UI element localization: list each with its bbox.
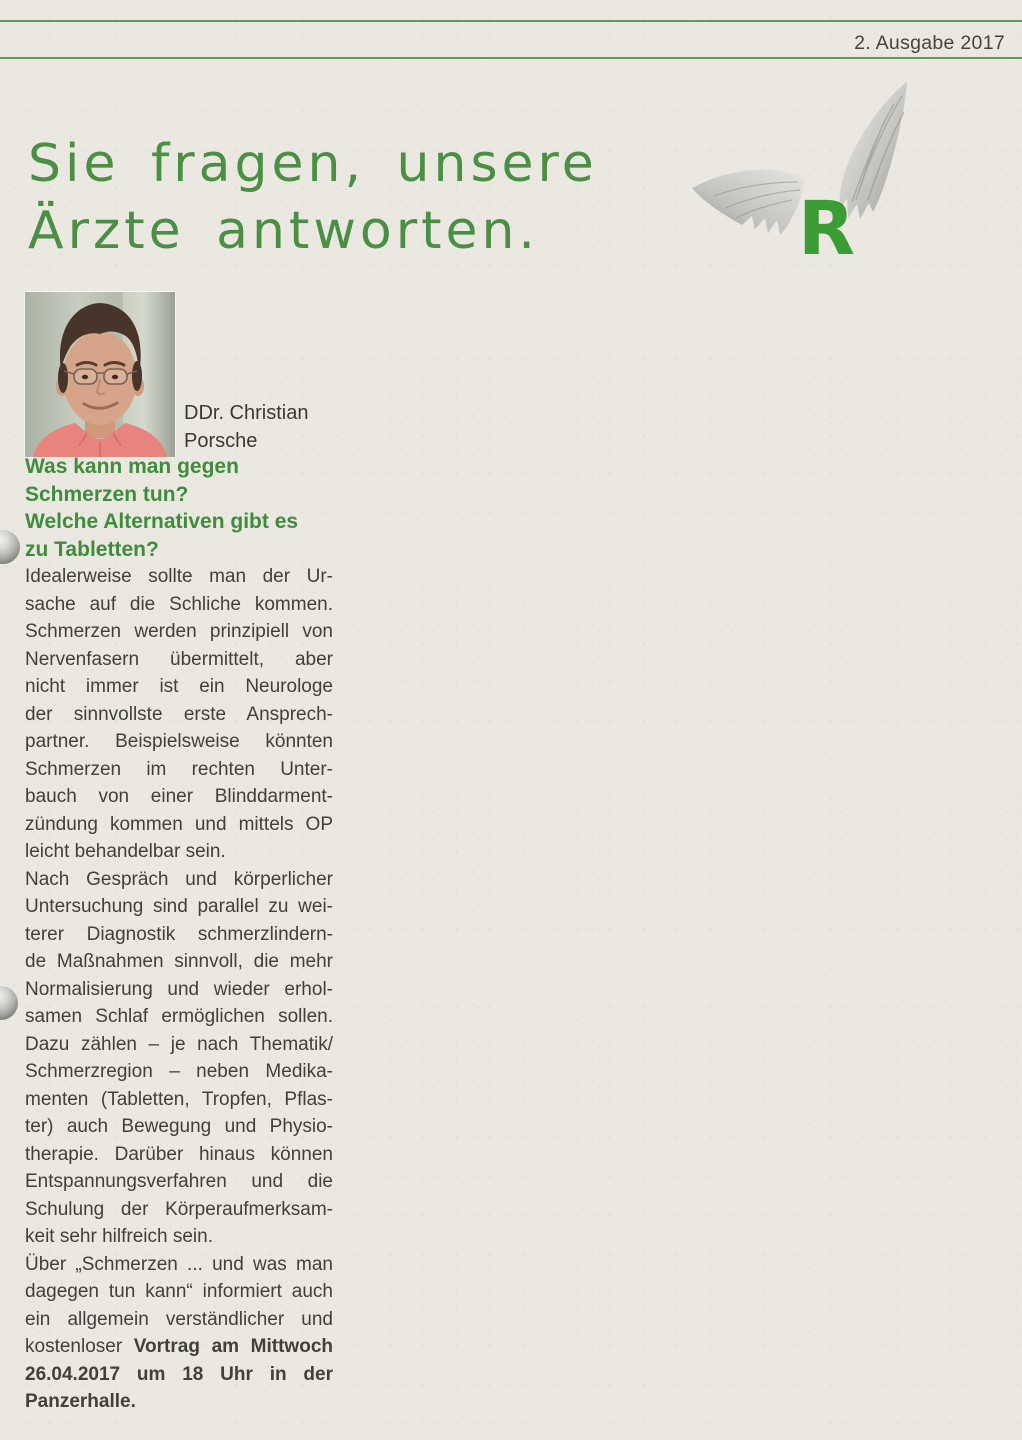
text-line (25, 673, 333, 701)
page-title (28, 131, 598, 265)
text-segment: Idealerweise sollte man der Ur- (25, 566, 333, 587)
text-line (25, 1003, 333, 1031)
text-line (25, 536, 355, 564)
text-segment: menten (Tabletten, Tropfen, Pflas- (25, 1088, 333, 1110)
text-segment: leicht behandelbar sein. (25, 841, 226, 862)
text-segment: Welche Alternativen gibt es (25, 510, 299, 533)
text-segment: Über „Schmerzen ... und was man (25, 1253, 333, 1275)
text-line (25, 508, 355, 536)
text-segment: Entspannungsverfahren und die (25, 1171, 333, 1192)
text-line (25, 1388, 333, 1416)
text-line (25, 728, 333, 756)
text-segment: kostenloser (25, 1336, 134, 1357)
text-line (25, 646, 333, 674)
text-line (25, 1168, 333, 1196)
header-rule (0, 57, 1022, 59)
text-segment: bauch von einer Blinddarment- (25, 786, 333, 807)
title-line2: Ärzte antworten. (28, 201, 539, 261)
text-segment: de Maßnahmen sinnvoll, die mehr (25, 951, 333, 972)
text-line (25, 976, 333, 1004)
bold-text-segment: Vortrag am Mittwoch (133, 1336, 333, 1357)
text-line (25, 1361, 333, 1389)
text-line (25, 1113, 333, 1141)
text-line (25, 1141, 333, 1169)
bold-text-segment: Panzerhalle. (25, 1391, 136, 1412)
bold-text-segment: 26.04.2017 um 18 Uhr in der (25, 1363, 333, 1385)
text-line (25, 783, 333, 811)
text-line (25, 948, 333, 976)
text-line (25, 866, 333, 894)
top-rule (0, 20, 1022, 22)
binder-hole-top (0, 530, 20, 564)
answer-text (25, 563, 333, 1416)
text-segment: Schmerzen im rechten Unter- (25, 758, 333, 780)
text-line (25, 1333, 333, 1361)
doctor-name-line1: DDr. Christian (184, 402, 309, 424)
text-line (25, 1306, 333, 1334)
text-line (25, 1058, 333, 1086)
text-line (25, 1196, 333, 1224)
text-segment: terer Diagnostik schmerzlindern- (25, 923, 333, 945)
text-segment: keit sehr hilfreich sein. (25, 1226, 213, 1247)
text-line (25, 1278, 333, 1306)
text-line (25, 1086, 333, 1114)
wings-logo (680, 78, 950, 278)
text-line (25, 481, 355, 509)
text-segment: Schmerzregion – neben Medika- (25, 1061, 333, 1082)
text-segment: zündung kommen und mittels OP (25, 813, 333, 835)
text-line (25, 591, 333, 619)
text-line (25, 921, 333, 949)
text-segment: samen Schlaf ermöglichen sollen. (25, 1006, 333, 1027)
text-line (25, 701, 333, 729)
text-segment: dagegen tun kann“ informiert auch (25, 1281, 333, 1302)
text-segment: Schmerzen werden prinzipiell von (25, 621, 333, 642)
text-segment: Normalisierung und wieder erhol- (25, 978, 333, 1000)
text-segment: sache auf die Schliche kommen. (25, 593, 333, 615)
text-segment: partner. Beispielsweise könnten (25, 731, 333, 752)
text-segment: Schmerzen tun? (25, 482, 189, 506)
text-segment: zu Tabletten? (25, 537, 159, 561)
doctor-name (184, 400, 308, 455)
text-line (25, 1031, 333, 1059)
text-segment: nicht immer ist ein Neurologe (25, 676, 333, 697)
text-segment: ein allgemein verständlicher und (25, 1308, 333, 1330)
text-segment: Was kann man gegen (25, 455, 239, 478)
logo-letter-r: R (798, 186, 855, 272)
issue-label: 2. Ausgabe 2017 (854, 32, 1005, 54)
text-line (25, 756, 333, 784)
portrait-image (25, 292, 175, 457)
text-line (25, 563, 333, 591)
text-segment: Schulung der Körperaufmerksam- (25, 1198, 333, 1220)
text-line (25, 838, 333, 866)
text-segment: Untersuchung sind parallel zu wei- (25, 896, 333, 917)
text-line (25, 453, 355, 481)
text-segment: der sinnvollste erste Ansprech- (25, 703, 333, 725)
text-line (25, 893, 333, 921)
text-segment: Nervenfasern übermittelt, aber (25, 648, 333, 670)
doctor-photo (25, 292, 175, 457)
text-line (25, 618, 333, 646)
text-segment: Dazu zählen – je nach Thematik/ (25, 1033, 333, 1055)
doctor-name-line2: Porsche (184, 429, 258, 452)
text-segment: Nach Gespräch und körperlicher (25, 868, 333, 890)
text-line (25, 1251, 333, 1279)
text-line (25, 811, 333, 839)
text-segment: ter) auch Bewegung und Physio- (25, 1116, 333, 1137)
question-text (25, 453, 355, 563)
text-line (25, 1223, 333, 1251)
title-line1: Sie fragen, unsere (28, 134, 598, 194)
binder-hole-bottom (0, 986, 18, 1020)
text-segment: therapie. Darüber hinaus können (25, 1143, 333, 1165)
